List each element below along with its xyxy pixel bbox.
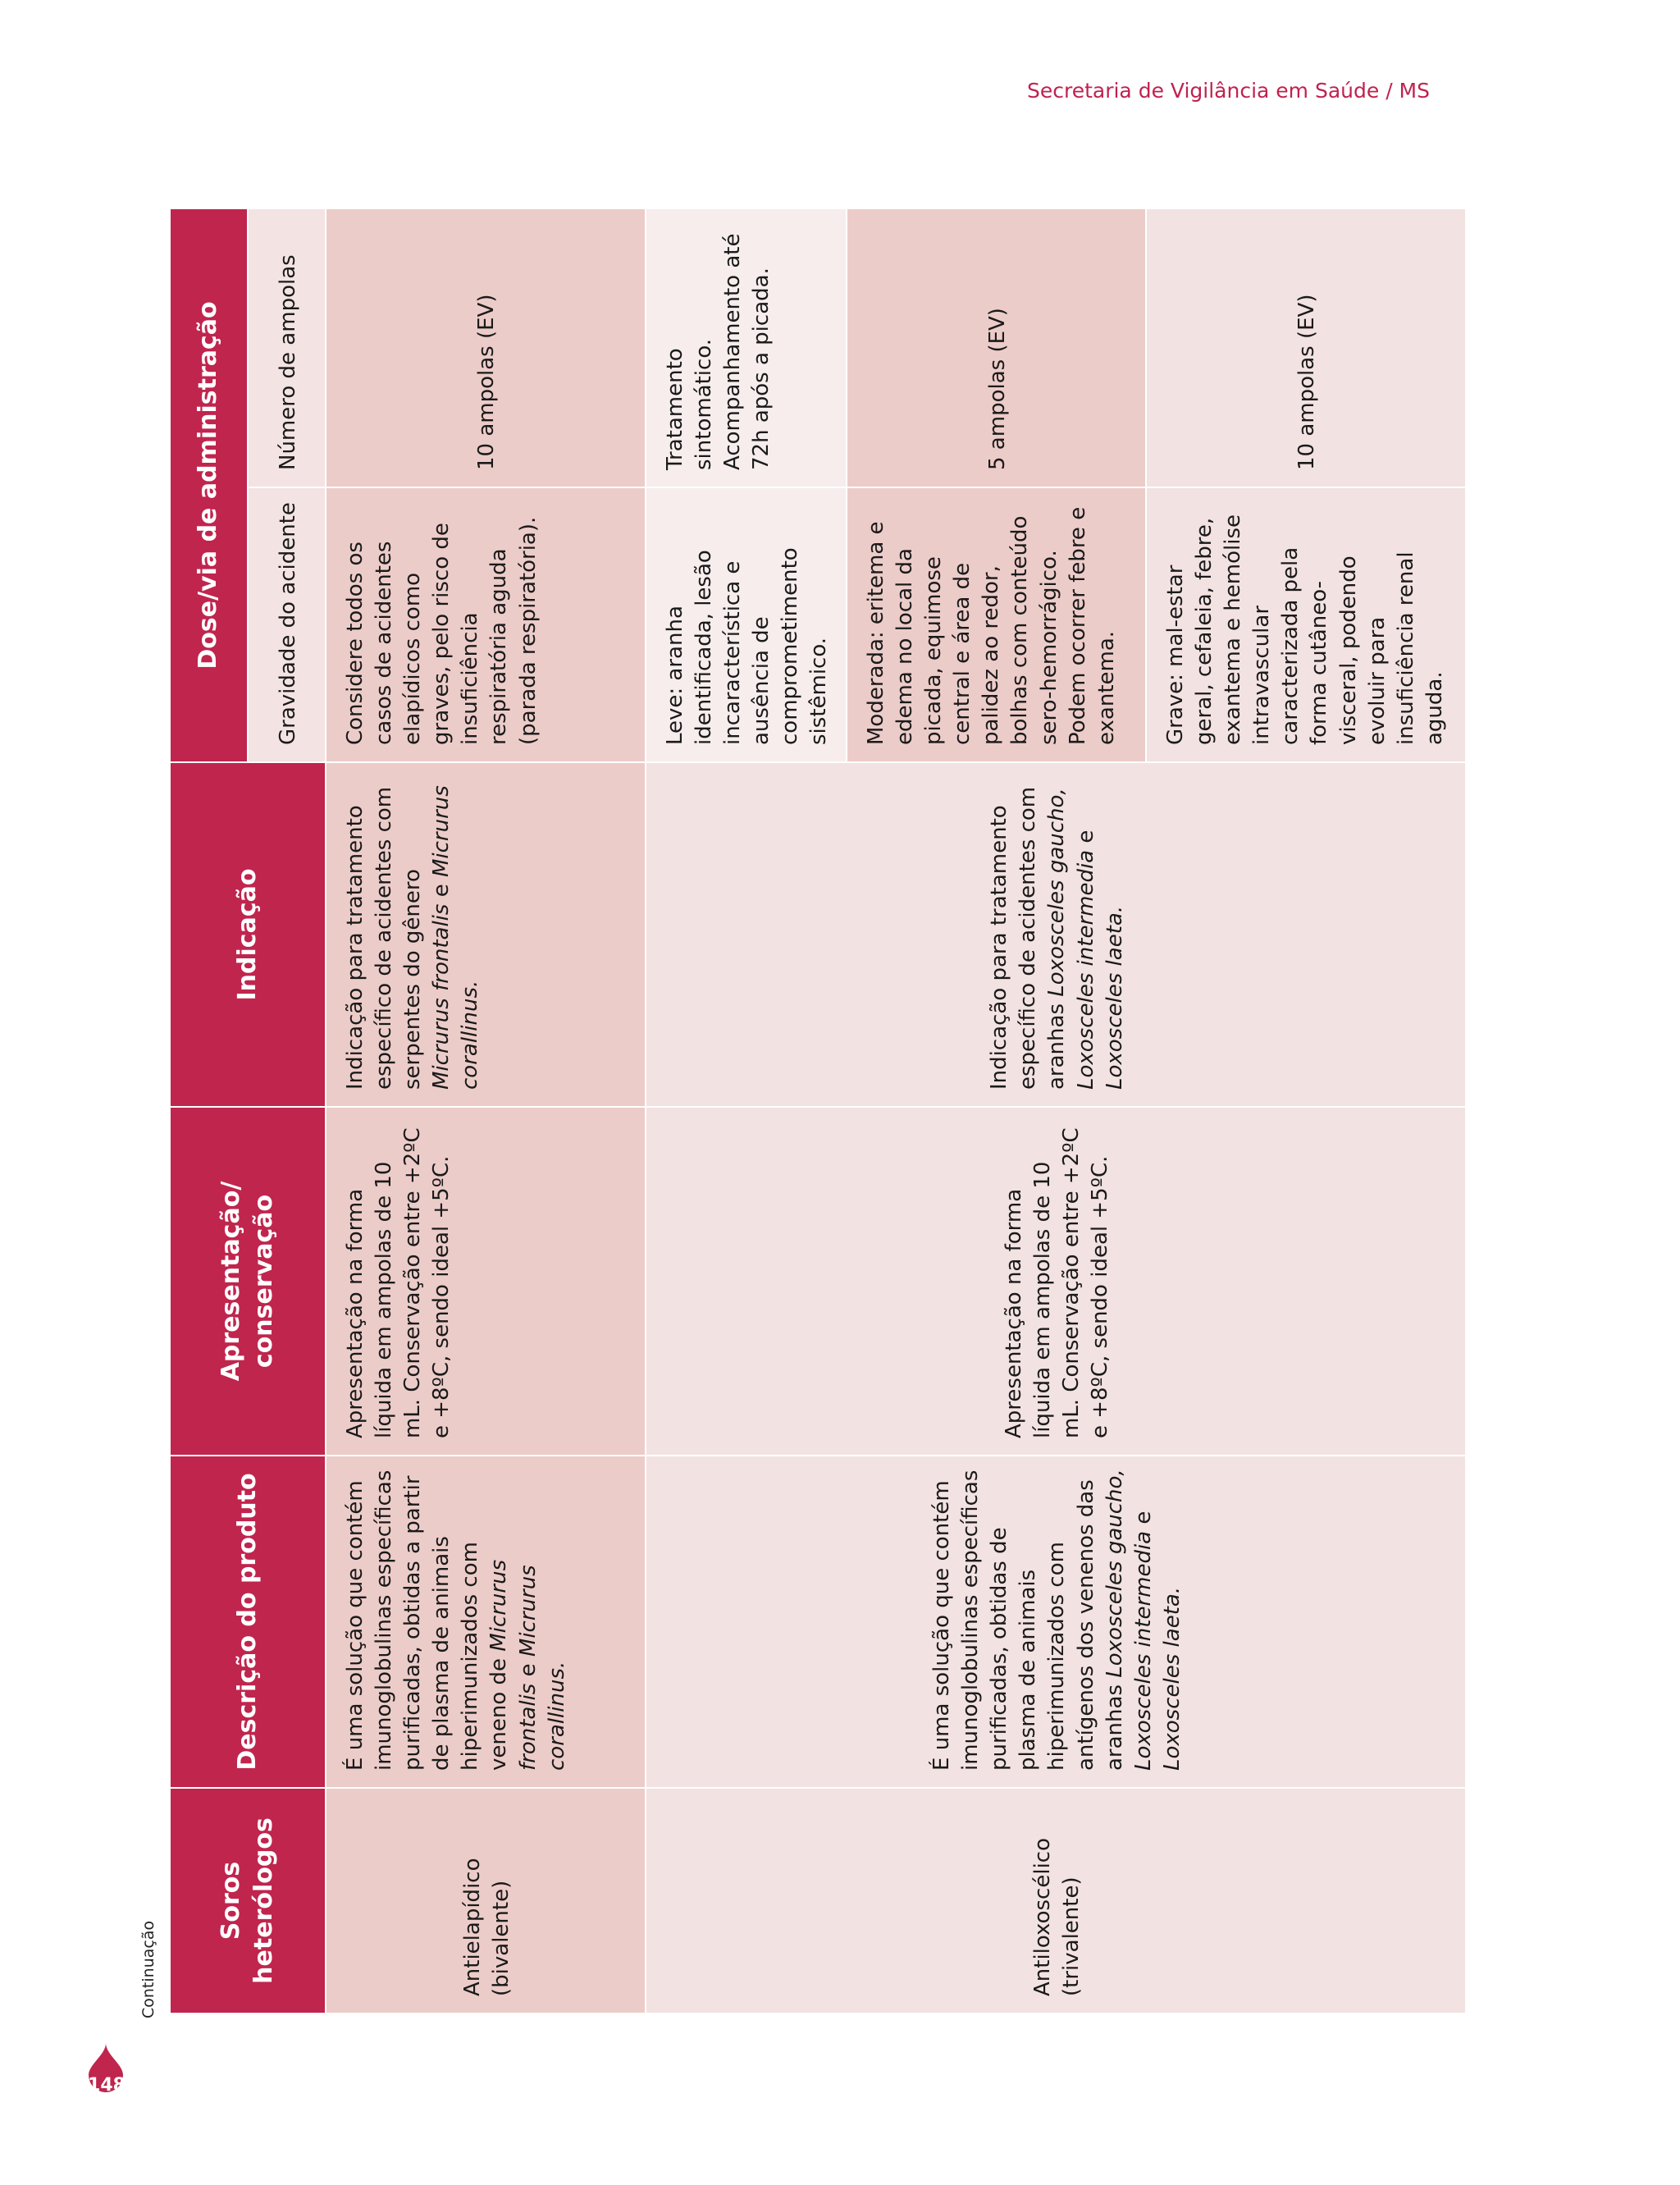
table-row (646, 208, 847, 2014)
page-number: 148 (88, 2075, 126, 2096)
header-dose: Dose/via de administração (170, 208, 248, 762)
ampolas-leve-cell: Tratamento sintomático. Acompanhamento até 72h após a picada. (646, 208, 847, 487)
table-row (326, 208, 646, 2014)
gravidade-cell: Considere todos os casos de acidentes elapídicos como graves, pelo risco de insuficiência respiratória aguda (parada respiratória). (326, 487, 646, 762)
ampolas-moderada-cell: 5 ampolas (EV) (847, 208, 1146, 487)
soro-name: Antielapídico (bivalente) (326, 1788, 646, 2014)
antivenom-table (169, 209, 1447, 2014)
continued-label: Continuação (139, 1920, 158, 2018)
subheader-numero: Número de ampolas (248, 208, 326, 487)
indicacao-cell: Indicação para tratamento específico de acidentes com serpentes do gênero Micrurus frontalis e Micrurus corallinus. (326, 762, 646, 1107)
subheader-gravidade: Gravidade do acidente (248, 487, 326, 762)
running-header: Secretaria de Vigilância em Saúde / MS (1026, 79, 1430, 103)
gravidade-moderada-cell: Moderada: eritema e edema no local da picada, equimose central e área de palidez ao redor, bolhas com conteúdo sero-hemorrágico. Podem ocorrer febre e exantema. (847, 487, 1146, 762)
header-indicacao: Indicação (170, 762, 326, 1107)
header-soros: Soros heterólogos (170, 1788, 326, 2014)
gravidade-leve-cell: Leve: aranha identificada, lesão incaracterística e ausência de comprometimento sistêmico. (646, 487, 847, 762)
gravidade-grave-cell: Grave: mal-estar geral, cefaleia, febre, exantema e hemólise intravascular caracterizada pela forma cutâneo-visceral, podendo evoluir para insuficiência renal aguda. (1146, 487, 1466, 762)
ampolas-cell: 10 ampolas (EV) (326, 208, 646, 487)
ampolas-grave-cell: 10 ampolas (EV) (1146, 208, 1466, 487)
apresentacao-cell: Apresentação na forma líquida em ampolas de 10 mL. Conservação entre +2ºC e +8ºC, sendo ideal +5ºC. (326, 1107, 646, 1456)
apresentacao-cell: Apresentação na forma líquida em ampolas de 10 mL. Conservação entre +2ºC e +8ºC, sendo ideal +5ºC. (646, 1107, 1466, 1456)
soro-name: Antiloxoscélico (trivalente) (646, 1788, 1466, 2014)
descricao-cell: É uma solução que contém imunoglobulinas específicas purificadas, obtidas de plasma de animais hiperimunizados com antígenos dos venenos das aranhas Loxosceles gaucho, Loxosceles intermedia e Loxosceles laeta. (646, 1456, 1466, 1788)
header-apresentacao: Apresentação/ conservação (170, 1107, 326, 1456)
indicacao-cell: Indicação para tratamento específico de acidentes com aranhas Loxosceles gaucho, Loxosceles intermedia e Loxosceles laeta. (646, 762, 1466, 1107)
header-descricao: Descrição do produto (170, 1456, 326, 1788)
descricao-cell: É uma solução que contém imunoglobulinas específicas purificadas, obtidas a partir de plasma de animais hiperimunizados com veneno de Micrurus frontalis e Micrurus corallinus. (326, 1456, 646, 1788)
